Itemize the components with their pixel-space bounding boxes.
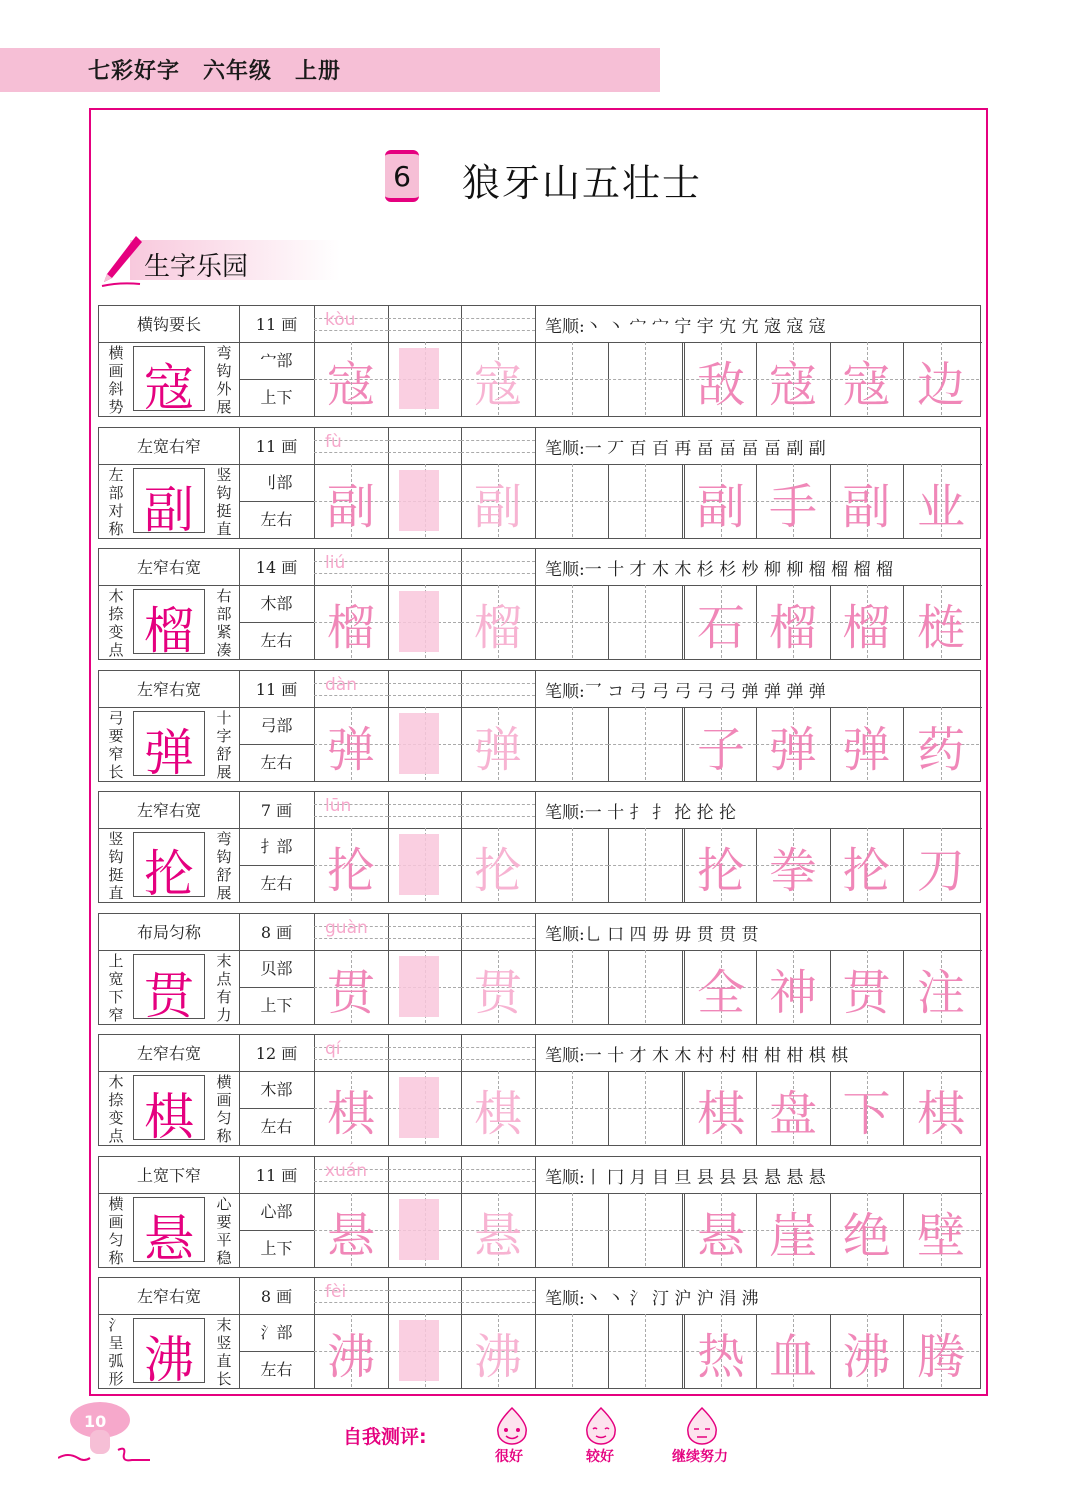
left-tip: 弓要窄长 <box>108 709 124 782</box>
character-row <box>98 670 981 782</box>
trace-char: 副 <box>326 479 375 536</box>
word-char: 副 <box>696 479 745 536</box>
word-char: 榴 <box>768 600 817 657</box>
component-hint <box>399 348 439 409</box>
stroke-order: 笔顺:乛 コ 弓 弓 弓 弓 弓 弹 弹 弹 弹 <box>545 682 826 702</box>
structure-type: 左右 <box>260 630 293 650</box>
component-hint <box>399 956 439 1017</box>
structure-type: 左右 <box>260 509 293 529</box>
word-char: 弹 <box>842 722 891 779</box>
stroke-count: 7 画 <box>260 801 293 820</box>
stroke-order: 笔顺:一 十 才 木 木 村 村 柑 柑 柑 棋 棋 <box>545 1046 849 1066</box>
right-tip: 末竖直长 <box>216 1316 232 1389</box>
component-hint <box>399 470 439 531</box>
stroke-order: 笔顺:丶 丶 氵 汀 沪 沪 涓 沸 <box>545 1289 759 1309</box>
word-char: 子 <box>696 722 745 779</box>
stroke-order: 笔顺:丶 丶 宀 宀 宁 宇 宄 宄 宼 寇 寇 <box>545 317 826 337</box>
character-row <box>98 548 981 660</box>
trace-char: 沸 <box>326 1329 375 1386</box>
model-char: 棋 <box>144 1088 194 1147</box>
component-hint <box>399 713 439 774</box>
component-hint <box>399 591 439 652</box>
word-char: 药 <box>916 722 965 779</box>
right-tip: 末点有力 <box>216 952 232 1025</box>
section-heading <box>100 232 340 284</box>
structure-type: 上下 <box>260 995 293 1015</box>
trace-char-light: 棋 <box>473 1086 522 1143</box>
left-tip: 木捺变点 <box>108 587 124 660</box>
word-char: 下 <box>842 1086 891 1143</box>
right-tip: 横画匀称 <box>216 1073 232 1146</box>
rating-keep-trying[interactable]: 继续努力 <box>672 1449 728 1465</box>
trace-char: 悬 <box>326 1208 375 1265</box>
word-char: 腾 <box>916 1329 965 1386</box>
component-hint <box>399 1077 439 1138</box>
model-char: 寇 <box>144 359 194 418</box>
radical: 心部 <box>260 1202 293 1222</box>
pinyin: kòu <box>325 310 356 330</box>
character-row <box>98 305 981 417</box>
word-char: 抡 <box>696 843 745 900</box>
stroke-count: 8 画 <box>260 923 293 942</box>
radical: 弓部 <box>260 716 293 736</box>
model-char: 抡 <box>144 845 194 904</box>
pinyin: fù <box>325 432 342 452</box>
pinyin: qí <box>325 1039 341 1059</box>
right-tip: 弯钩舒展 <box>216 830 232 903</box>
trace-char-light: 副 <box>473 479 522 536</box>
word-char: 贯 <box>842 965 891 1022</box>
word-char: 刀 <box>916 843 965 900</box>
right-tip: 右部紧凑 <box>216 587 232 660</box>
stroke-count: 12 画 <box>255 1044 298 1063</box>
component-hint <box>399 1199 439 1260</box>
word-char: 石 <box>696 600 745 657</box>
word-char: 副 <box>842 479 891 536</box>
structure-tip: 左窄右宽 <box>136 680 201 699</box>
word-char: 寇 <box>768 357 817 414</box>
structure-type: 上下 <box>260 387 293 407</box>
component-hint <box>399 1320 439 1381</box>
word-char: 梿 <box>916 600 965 657</box>
rating-good[interactable]: 较好 <box>586 1449 614 1465</box>
stroke-order: 笔顺:一 十 才 木 木 杉 杉 杪 柳 柳 榴 榴 榴 榴 <box>545 560 893 580</box>
model-char: 悬 <box>144 1210 194 1269</box>
trace-char-light: 榴 <box>473 600 522 657</box>
word-char: 边 <box>916 357 965 414</box>
trace-char: 寇 <box>326 357 375 414</box>
word-char: 棋 <box>696 1086 745 1143</box>
self-eval-label: 自我测评: <box>343 1426 427 1448</box>
happy-face-icon <box>494 1406 530 1446</box>
trace-char-light: 贯 <box>473 965 522 1022</box>
model-char: 贯 <box>144 967 194 1026</box>
trace-char-light: 抡 <box>473 843 522 900</box>
structure-tip: 左窄右宽 <box>136 801 201 820</box>
lesson-number: 6 <box>385 150 419 202</box>
structure-type: 左右 <box>260 873 293 893</box>
word-char: 注 <box>916 965 965 1022</box>
radical: 木部 <box>260 1080 293 1100</box>
component-hint <box>399 834 439 895</box>
pinyin: lūn <box>325 796 352 816</box>
neutral-face-icon <box>682 1406 722 1446</box>
structure-tip: 左窄右宽 <box>136 1287 201 1306</box>
left-tip: 横画匀称 <box>108 1195 124 1268</box>
structure-tip: 左宽右窄 <box>136 437 201 456</box>
trace-char-light: 弹 <box>473 722 522 779</box>
model-char: 副 <box>144 481 194 540</box>
structure-tip: 左窄右宽 <box>136 1044 201 1063</box>
stroke-order: 笔顺:一 十 扌 扌 抡 抡 抡 <box>545 803 737 823</box>
trace-char: 贯 <box>326 965 375 1022</box>
radical: 贝部 <box>260 959 293 979</box>
word-char: 悬 <box>696 1208 745 1265</box>
stroke-order: 笔顺:丨 冂 月 目 旦 县 县 县 悬 悬 悬 <box>545 1168 826 1188</box>
model-char: 弹 <box>144 724 194 783</box>
structure-tip: 布局匀称 <box>136 923 201 942</box>
smile-face-icon <box>583 1406 619 1446</box>
radical: 氵部 <box>260 1323 293 1343</box>
left-tip: 竖钩挺直 <box>108 830 124 903</box>
structure-tip: 横钩要长 <box>136 315 201 334</box>
character-row <box>98 1034 981 1146</box>
section-title: 生字乐园 <box>144 252 249 282</box>
right-tip: 十字舒展 <box>216 709 232 782</box>
word-char: 沸 <box>842 1329 891 1386</box>
character-row <box>98 1277 981 1389</box>
right-tip: 竖钩挺直 <box>216 466 232 539</box>
structure-tip: 上宽下窄 <box>136 1166 201 1185</box>
radical: 扌部 <box>260 837 293 857</box>
word-char: 崖 <box>768 1208 817 1265</box>
word-char: 寇 <box>842 357 891 414</box>
right-tip: 心要平稳 <box>216 1195 232 1268</box>
trace-char-light: 沸 <box>473 1329 522 1386</box>
left-tip: 横画斜势 <box>108 344 124 417</box>
trace-char: 抡 <box>326 843 375 900</box>
model-char: 榴 <box>144 602 194 661</box>
word-char: 抡 <box>842 843 891 900</box>
structure-type: 左右 <box>260 752 293 772</box>
pinyin: dàn <box>325 675 357 695</box>
trace-char-light: 悬 <box>473 1208 522 1265</box>
word-char: 盘 <box>768 1086 817 1143</box>
radical: 刂部 <box>260 473 293 493</box>
radical: 木部 <box>260 594 293 614</box>
trace-char-light: 寇 <box>473 357 522 414</box>
structure-type: 左右 <box>260 1116 293 1136</box>
lesson-title: 狼牙山五壮士 <box>462 161 703 205</box>
stroke-count: 11 画 <box>255 315 298 334</box>
stroke-count: 11 画 <box>255 1166 298 1185</box>
word-char: 拳 <box>768 843 817 900</box>
page-number: 10 <box>84 1412 107 1431</box>
stroke-order: 笔顺:一 丆 百 百 再 畐 畐 畐 畐 副 副 <box>545 439 826 459</box>
word-char: 血 <box>768 1329 817 1386</box>
radical: 宀部 <box>260 351 293 371</box>
word-char: 榴 <box>842 600 891 657</box>
stroke-count: 11 画 <box>255 680 298 699</box>
pinyin: xuán <box>325 1161 368 1181</box>
right-tip: 弯钩外展 <box>216 344 232 417</box>
character-row <box>98 427 981 539</box>
mushroom-icon <box>58 1400 158 1470</box>
rating-very-good[interactable]: 很好 <box>495 1449 523 1465</box>
stroke-count: 14 画 <box>255 558 298 577</box>
stroke-count: 11 画 <box>255 437 298 456</box>
trace-char: 棋 <box>326 1086 375 1143</box>
word-char: 敌 <box>696 357 745 414</box>
character-row <box>98 1156 981 1268</box>
pinyin: fèi <box>325 1282 347 1302</box>
trace-char: 榴 <box>326 600 375 657</box>
left-tip: 上宽下窄 <box>108 952 124 1025</box>
structure-type: 左右 <box>260 1359 293 1379</box>
trace-char: 弹 <box>326 722 375 779</box>
left-tip: 氵呈弧形 <box>108 1316 124 1389</box>
word-char: 神 <box>768 965 817 1022</box>
character-row <box>98 791 981 903</box>
word-char: 业 <box>916 479 965 536</box>
pinyin: guàn <box>325 918 368 938</box>
word-char: 壁 <box>916 1208 965 1265</box>
word-char: 热 <box>696 1329 745 1386</box>
left-tip: 木捺变点 <box>108 1073 124 1146</box>
stroke-order: 笔顺:乚 口 四 毋 毋 贯 贯 贯 <box>545 925 759 945</box>
word-char: 绝 <box>842 1208 891 1265</box>
structure-type: 上下 <box>260 1238 293 1258</box>
character-row <box>98 913 981 1025</box>
word-char: 棋 <box>916 1086 965 1143</box>
stroke-count: 8 画 <box>260 1287 293 1306</box>
pen-icon <box>100 232 144 288</box>
model-char: 沸 <box>144 1331 194 1390</box>
left-tip: 左部对称 <box>108 466 124 539</box>
word-char: 弹 <box>768 722 817 779</box>
word-char: 手 <box>768 479 817 536</box>
pinyin: liú <box>325 553 346 573</box>
structure-tip: 左窄右宽 <box>136 558 201 577</box>
book-title: 七彩好字 六年级 上册 <box>88 59 342 84</box>
word-char: 全 <box>696 965 745 1022</box>
